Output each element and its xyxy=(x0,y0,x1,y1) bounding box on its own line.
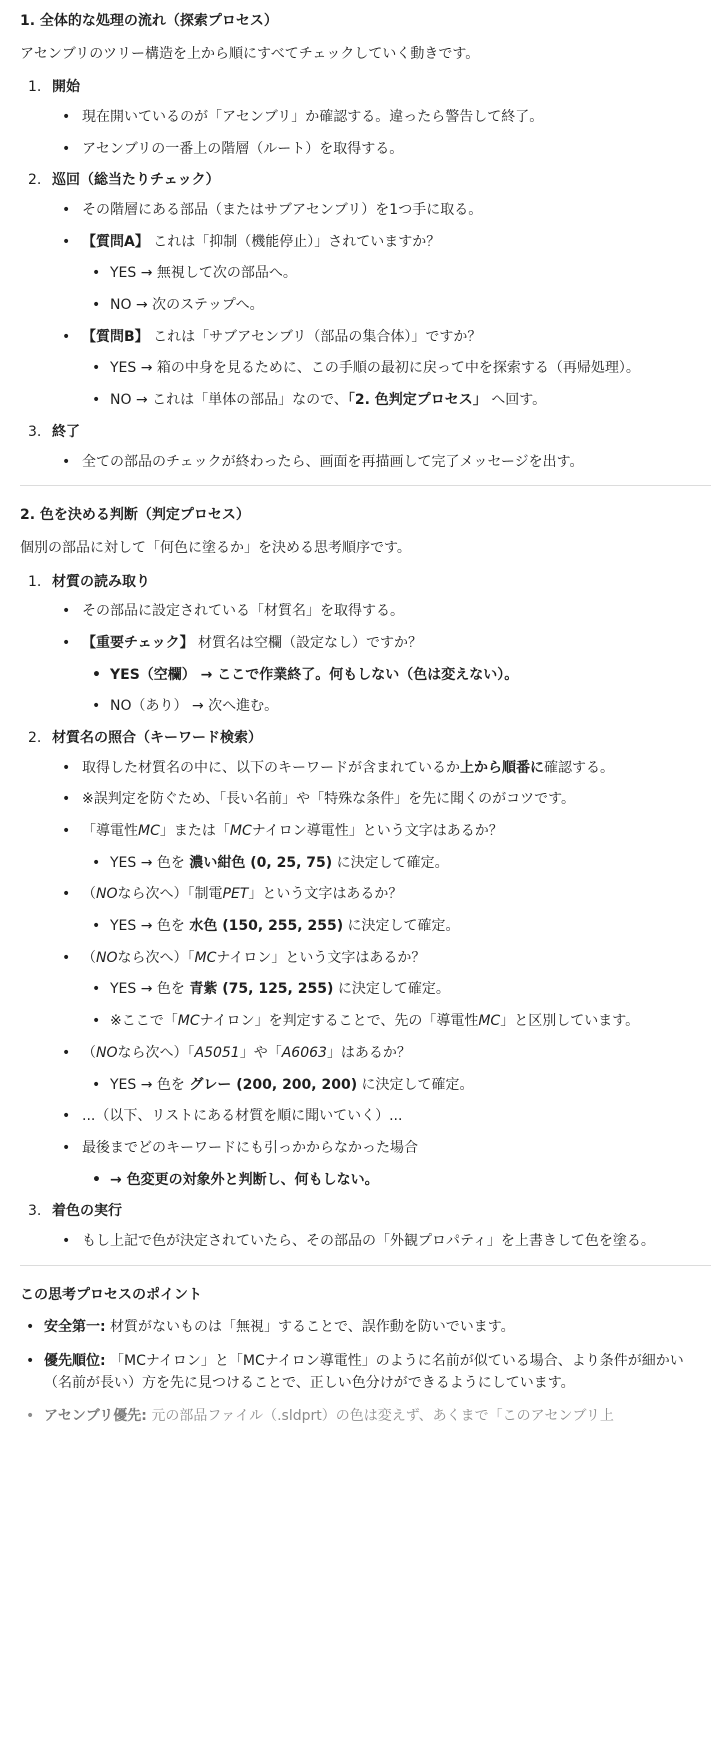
important-check xyxy=(52,633,711,718)
keyword-italic: MC xyxy=(138,823,160,839)
step-title: 終了 xyxy=(52,423,80,440)
note xyxy=(82,1011,711,1033)
step-list xyxy=(20,77,711,473)
note-text: ナイロン」を判定することで、先の「導電性 xyxy=(199,1013,479,1030)
list-item: • その部品に設定されている「材質名」を取得する。 xyxy=(52,601,711,623)
answer-text: に決定して確定。 xyxy=(332,854,449,871)
step-read-material xyxy=(20,572,711,718)
point-text: 「MCナイロン」と「MCナイロン導電性」のように名前が似ている場合、より条件が細かい（名前が長い）方を先に見つけることで、正しい色分けができるようにしています。 xyxy=(44,1352,684,1391)
keyword-text: ナイロン導電性」という文字はあるか？ xyxy=(251,823,503,839)
keyword-text: 「導電性 xyxy=(82,823,138,839)
divider xyxy=(20,1265,711,1266)
item-text: 取得した材質名の中に、以下のキーワードが含まれているか xyxy=(82,759,460,776)
answer-no xyxy=(82,390,711,412)
color-value: 濃い紺色 (0, 25, 75) xyxy=(189,854,333,871)
answer-yes xyxy=(82,853,711,875)
answer-text: YES → 色を xyxy=(110,854,190,871)
keyword-text: （ xyxy=(82,886,96,903)
keyword-text: なら次へ）「制電 xyxy=(117,886,223,903)
list-item: • 現在開いているのが「アセンブリ」か確認する。違ったら警告して終了。 xyxy=(52,107,711,129)
color-value: 水色 (150, 255, 255) xyxy=(189,918,344,935)
question-label: 【質問A】 xyxy=(82,233,149,250)
list-item: • その階層にある部品（またはサブアセンブリ）を1つ手に取る。 xyxy=(52,200,711,222)
keyword-italic: NO xyxy=(96,886,118,903)
point-label: アセンブリ優先: xyxy=(44,1408,147,1425)
answer-no: • NO（あり） → 次へ進む。 xyxy=(82,696,711,718)
note-text: ※ここで「 xyxy=(110,1013,178,1030)
step-keyword-match xyxy=(20,728,711,1191)
step-number: 3. xyxy=(28,423,42,440)
step-end xyxy=(20,422,711,473)
keyword-text: ナイロン」という文字はあるか？ xyxy=(216,949,426,966)
step-title: 材質名の照合（キーワード検索） xyxy=(52,729,262,746)
answer-yes: • YES（空欄） → ここで作業終了。何もしない（色は変えない）。 xyxy=(82,665,711,687)
keyword-italic: MC xyxy=(229,823,252,839)
step-title: 材質の読み取り xyxy=(52,573,150,590)
note-italic: MC xyxy=(177,1013,200,1030)
point-priority xyxy=(20,1351,711,1394)
section-intro: 個別の部品に対して「何色に塗るか」を決める思考順序です。 xyxy=(20,539,411,556)
point-safety xyxy=(20,1317,711,1339)
list-item: • もし上記で色が決定されていたら、その部品の「外観プロパティ」を上書きして色を塗る。 xyxy=(52,1231,711,1253)
answer-text: に決定して確定。 xyxy=(343,918,460,935)
color-value: 青紫 (75, 125, 255) xyxy=(189,981,334,998)
keyword-italic: A5051 xyxy=(194,1044,240,1061)
question-text: これは「サブアセンブリ（部品の集合体）」ですか？ xyxy=(148,328,482,345)
check-text: 材質名は空欄（設定なし）ですか？ xyxy=(193,634,423,651)
answer-yes: • YES → 箱の中身を見るために、この手順の最初に戻って中を探索する（再帰処理）。 xyxy=(82,358,711,380)
answer-text: に決定して確定。 xyxy=(357,1076,474,1093)
keyword-text: なら次へ）「 xyxy=(117,1044,195,1061)
keyword-text: 」や「 xyxy=(239,1044,282,1061)
step-list xyxy=(20,572,711,1253)
keyword-mc-nylon xyxy=(52,948,711,1033)
list-item: • ...（以下、リストにある材質を順に聞いていく）... xyxy=(52,1106,711,1128)
keyword-aluminum xyxy=(52,1043,711,1096)
keyword-italic: PET xyxy=(222,886,249,903)
step-apply-color xyxy=(20,1201,711,1252)
list-item: • ※誤判定を防ぐため、「長い名前」や「特殊な条件」を先に聞くのがコツです。 xyxy=(52,789,711,811)
no-match-result: • → 色変更の対象外と判断し、何もしない。 xyxy=(82,1170,711,1192)
item-emphasis: 上から順番に xyxy=(460,759,544,776)
point-assembly xyxy=(20,1406,711,1428)
keyword-text: 」はあるか？ xyxy=(326,1044,411,1061)
question-text: これは「抑制（機能停止）」されていますか？ xyxy=(148,233,441,250)
points-list xyxy=(20,1317,711,1428)
step-number: 1. xyxy=(28,573,42,590)
answer-emphasis: 「2. 色判定プロセス」 xyxy=(347,392,487,409)
answer-no: • NO → 次のステップへ。 xyxy=(82,295,711,317)
question-b xyxy=(52,327,711,412)
step-number: 3. xyxy=(28,1203,42,1220)
keyword-antistatic-pet xyxy=(52,884,711,937)
keyword-text: （ xyxy=(82,1044,96,1061)
step-title: 着色の実行 xyxy=(52,1203,122,1220)
keyword-text: なら次へ）「 xyxy=(117,949,195,966)
step-number: 1. xyxy=(28,79,42,96)
keyword-text: （ xyxy=(82,949,96,966)
check-label: 【重要チェック】 xyxy=(82,634,194,651)
step-patrol xyxy=(20,170,711,412)
step-number: 2. xyxy=(28,172,42,189)
step-start xyxy=(20,77,711,160)
keyword-text: 」または「 xyxy=(159,823,230,839)
section-intro: アセンブリのツリー構造を上から順にすべてチェックしていく動きです。 xyxy=(20,45,480,62)
keyword-italic: A6063 xyxy=(281,1044,327,1061)
answer-yes xyxy=(82,979,711,1001)
answer-text: YES → 色を xyxy=(110,918,190,935)
step-title: 開始 xyxy=(52,79,80,96)
section-title-exploration: 1. 全体的な処理の流れ（探索プロセス） xyxy=(20,13,278,29)
point-text: 元の部品ファイル（.sldprt）の色は変えず、あくまで「このアセンブリ上 xyxy=(146,1408,614,1425)
answer-yes xyxy=(82,1075,711,1097)
section-title-color: 2. 色を決める判断（判定プロセス） xyxy=(20,507,250,524)
item-text: 最後までどのキーワードにも引っかからなかった場合 xyxy=(82,1139,418,1156)
question-label: 【質問B】 xyxy=(82,328,149,345)
point-label: 優先順位: xyxy=(44,1352,106,1369)
step-title: 巡回（総当たりチェック） xyxy=(52,172,220,189)
note-text: 」と区別しています。 xyxy=(500,1013,640,1030)
keyword-text: 」という文字はあるか？ xyxy=(248,886,403,903)
answer-yes: • YES → 無視して次の部品へ。 xyxy=(82,263,711,285)
divider xyxy=(20,485,711,486)
keyword-italic: NO xyxy=(96,1044,118,1061)
list-item xyxy=(52,758,711,780)
keyword-italic: MC xyxy=(194,949,217,966)
list-item: • アセンブリの一番上の階層（ルート）を取得する。 xyxy=(52,139,711,161)
color-value: グレー (200, 200, 200) xyxy=(189,1076,358,1093)
item-text: 確認する。 xyxy=(544,759,614,776)
question-a xyxy=(52,232,711,317)
answer-text: NO → これは「単体の部品」なので、 xyxy=(110,392,348,409)
answer-text: YES → 色を xyxy=(110,981,190,998)
keyword-conductive-mc xyxy=(52,821,711,874)
answer-yes xyxy=(82,916,711,938)
answer-text: に決定して確定。 xyxy=(333,981,450,998)
step-number: 2. xyxy=(28,729,42,746)
keyword-italic: NO xyxy=(96,949,118,966)
answer-text: YES → 色を xyxy=(110,1076,190,1093)
point-label: 安全第一: xyxy=(44,1319,106,1336)
list-item: • 全ての部品のチェックが終わったら、画面を再描画して完了メッセージを出す。 xyxy=(52,452,711,474)
answer-text: へ回す。 xyxy=(486,392,547,409)
no-match-case xyxy=(52,1138,711,1191)
note-italic: MC xyxy=(478,1013,501,1030)
section-title-points: この思考プロセスのポイント xyxy=(20,1286,202,1303)
point-text: 材質がないものは「無視」することで、誤作動を防いでいます。 xyxy=(105,1319,515,1336)
